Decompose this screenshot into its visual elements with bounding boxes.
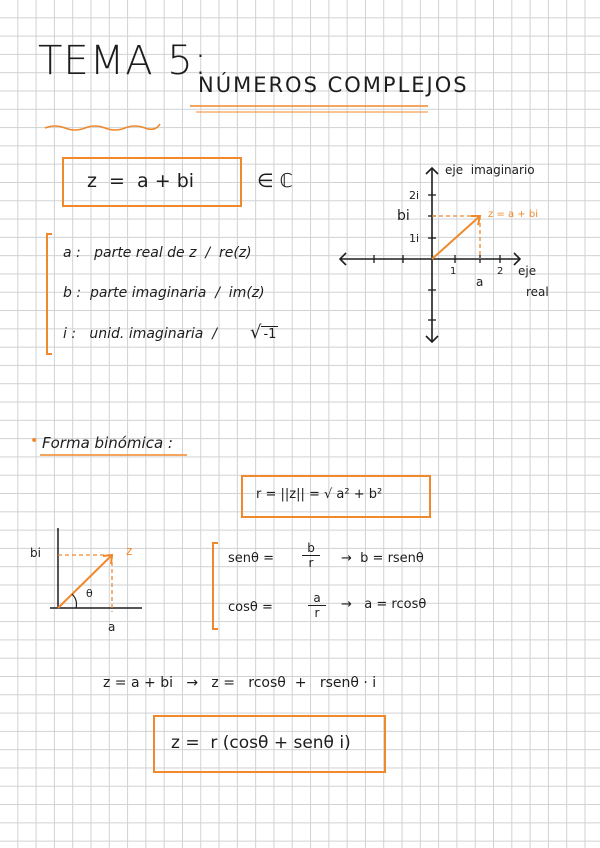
- bullet: •: [30, 433, 39, 449]
- x-axis-label-real: real: [526, 285, 549, 299]
- tick-label-1i: 1i: [409, 232, 420, 245]
- polar-diagram: [40, 520, 150, 620]
- tick-label-bi: bi: [397, 208, 410, 224]
- final-formula: z = r (cosθ + senθ i): [171, 733, 351, 753]
- cos-lhs: cosθ =: [228, 600, 273, 615]
- sin-fraction: [302, 541, 320, 570]
- sin-numerator: b: [302, 541, 320, 556]
- diagram-a: a: [108, 620, 116, 634]
- cos-rhs: → a = rcosθ: [341, 597, 427, 612]
- definition-formula: z = a + bi: [87, 170, 195, 192]
- x-axis-label-eje: eje: [518, 264, 537, 278]
- cos-denominator: r: [314, 606, 320, 620]
- cos-fraction: [308, 591, 326, 620]
- definition-item-a: a : parte real de z / re(z): [63, 245, 252, 261]
- y-axis-label: eje imaginario: [445, 163, 535, 177]
- diagram-z: z: [126, 544, 133, 558]
- page-title: TEMA 5:: [38, 38, 209, 84]
- sqrt-minus-one: √ -1: [250, 322, 277, 343]
- tick-label-1: 1: [450, 266, 457, 277]
- definition-item-b: b : parte imaginaria / im(z): [63, 285, 265, 301]
- modulus-formula: r = ||z|| = √ a² + b²: [256, 487, 383, 502]
- trig-bracket: [212, 542, 218, 630]
- page-subtitle: NÚMEROS COMPLEJOS: [198, 73, 469, 97]
- sin-denominator: r: [308, 556, 314, 570]
- tick-label-a: a: [476, 275, 484, 289]
- binomial-heading: Forma binómica :: [42, 434, 173, 452]
- sin-rhs: → b = rsenθ: [341, 551, 424, 566]
- tick-label-2i: 2i: [409, 189, 420, 202]
- definition-item-i: i : unid. imaginaria /: [63, 326, 218, 342]
- diagram-bi: bi: [30, 546, 41, 560]
- complex-set-symbol: ∈ ℂ: [257, 170, 293, 192]
- derivation: z = a + bi → z = rcosθ + rsenθ · i: [103, 675, 377, 691]
- diagram-theta: θ: [86, 587, 93, 600]
- point-label: z = a + bi: [488, 209, 538, 220]
- sin-lhs: senθ =: [228, 551, 274, 566]
- tick-label-2: 2: [497, 266, 504, 277]
- cos-numerator: a: [308, 591, 326, 606]
